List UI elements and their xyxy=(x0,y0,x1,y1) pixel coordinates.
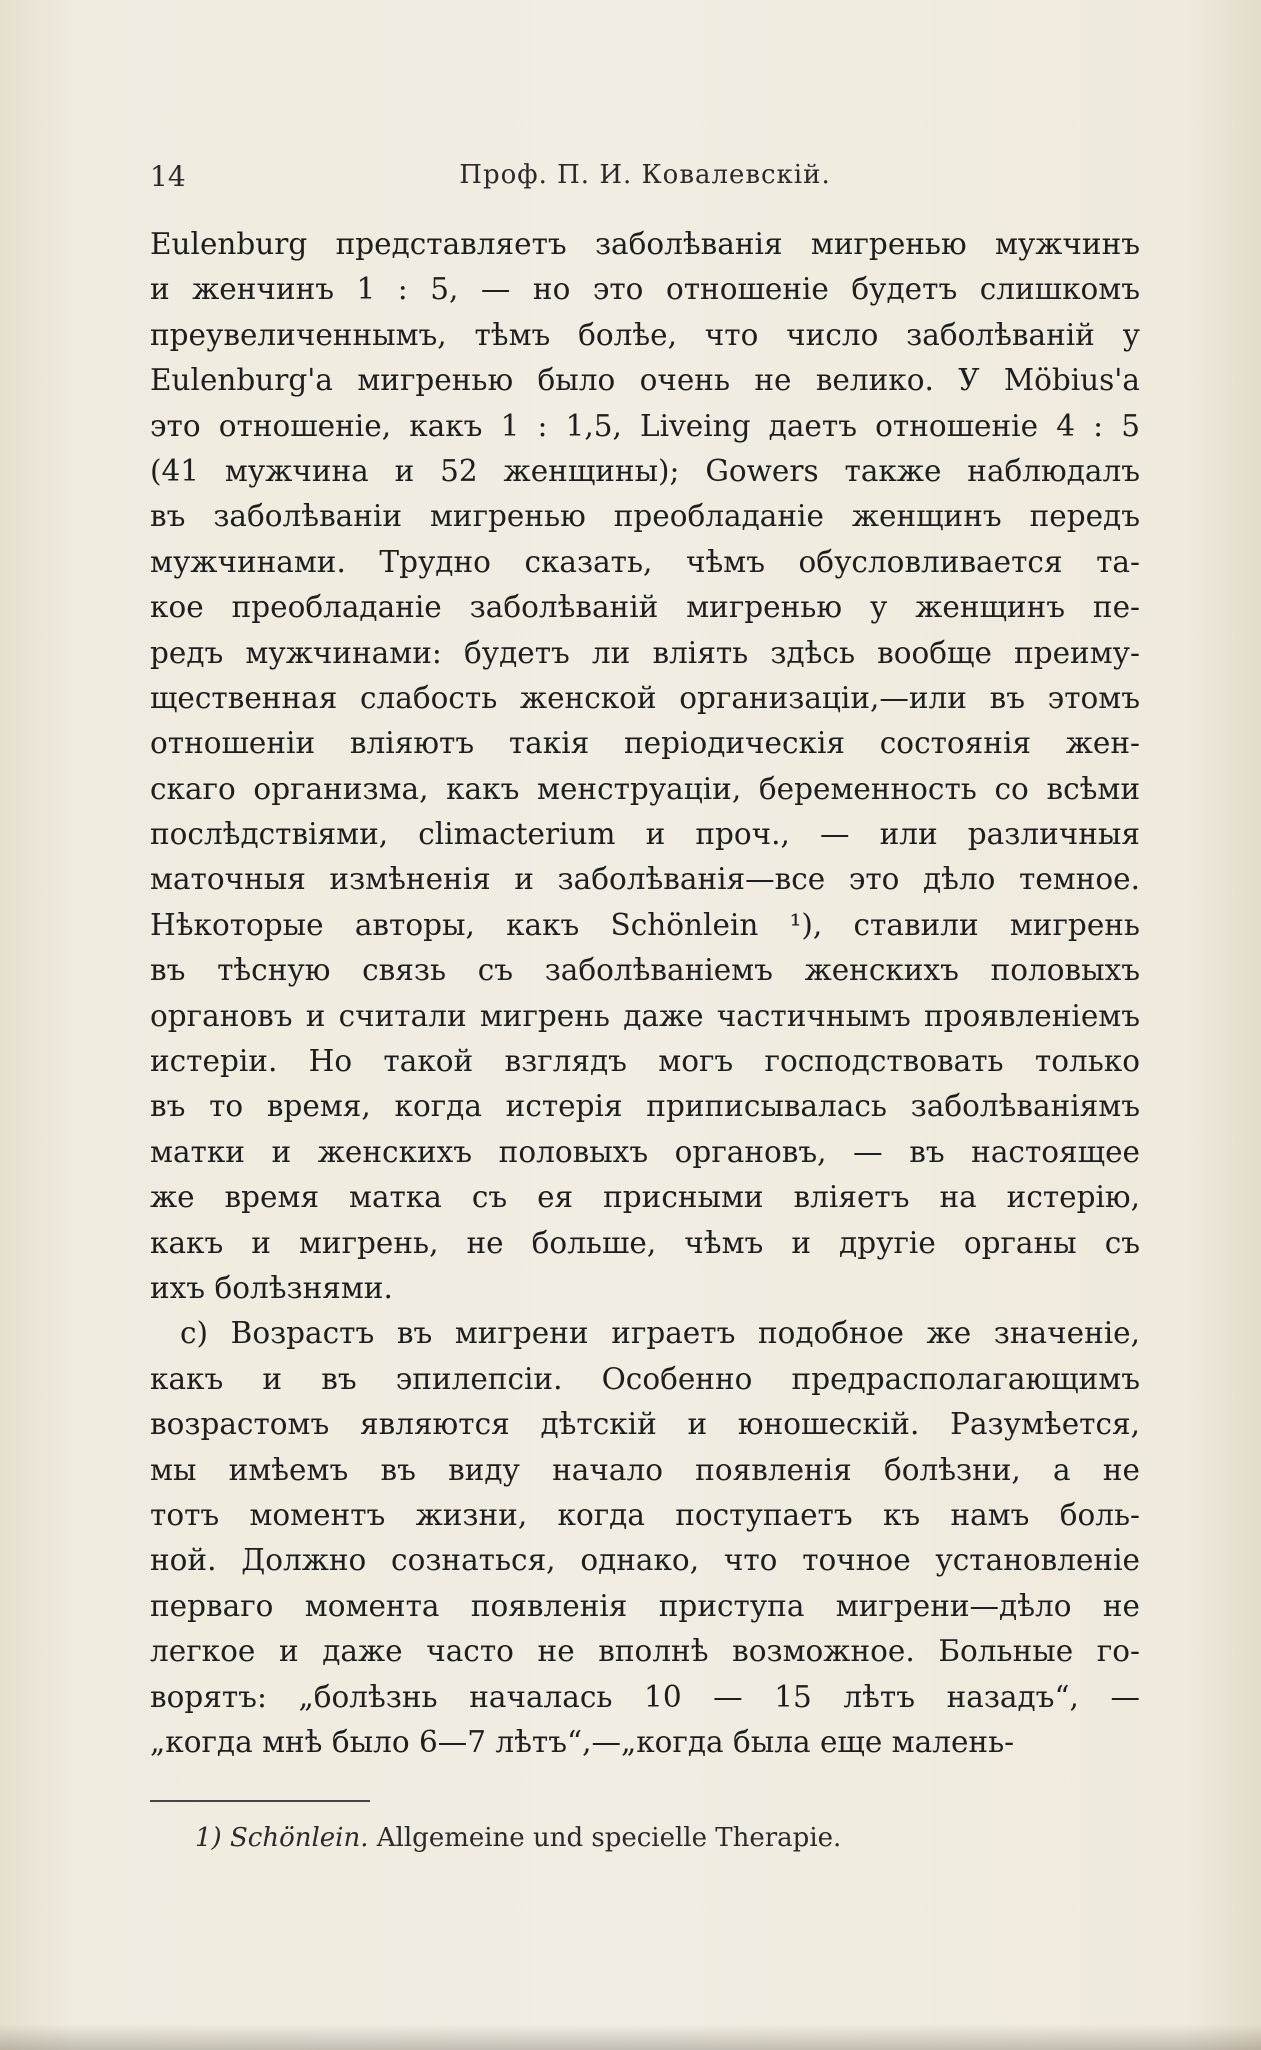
text-line: какъ и въ эпилепсіи. Особенно предрасполагающимъ xyxy=(150,1361,1140,1396)
text-line: возрастомъ являются дѣтскій и юношескій. Разумѣется, xyxy=(150,1407,1140,1442)
footnote-mark: 1) xyxy=(195,1823,222,1853)
body-text xyxy=(150,222,1140,1765)
text-line: легкое и даже часто не вполнѣ возможное. Больные го- xyxy=(150,1634,1140,1669)
footnote-title: Allgemeine und specielle Therapie. xyxy=(376,1823,842,1853)
page-header xyxy=(150,160,1140,200)
text-line: это отношеніе, какъ 1 : 1,5, Liveing даетъ отношеніе 4 : 5 xyxy=(150,408,1140,443)
text-line: перваго момента появленія приступа мигрени—дѣло не xyxy=(150,1588,1140,1623)
text-line: кое преобладаніе заболѣваній мигренью у женщинъ пе- xyxy=(150,590,1140,625)
page-number: 14 xyxy=(150,160,186,193)
text-line: (41 мужчина и 52 женщины); Gowers также наблюдалъ xyxy=(150,453,1140,488)
text-line: „когда мнѣ было 6—7 лѣтъ“,—„когда была еще малень- xyxy=(150,1724,1015,1759)
text-line: какъ и мигрень, не больше, чѣмъ и другіе органы съ xyxy=(150,1225,1140,1260)
text-line: истеріи. Но такой взглядъ могъ господствовать только xyxy=(150,1044,1140,1079)
text-line: редъ мужчинами: будетъ ли вліять здѣсь вообще преиму- xyxy=(150,635,1140,670)
text-line: органовъ и считали мигрень даже частичнымъ проявленіемъ xyxy=(150,998,1140,1033)
text-line: мы имѣемъ въ виду начало появленія болѣзни, а не xyxy=(150,1452,1140,1487)
text-line: въ тѣсную связь съ заболѣваніемъ женскихъ половыхъ xyxy=(150,953,1140,988)
text-line: ной. Должно сознаться, однако, что точное установленіе xyxy=(150,1543,1140,1578)
text-line: въ то время, когда истерія приписывалась заболѣваніямъ xyxy=(150,1089,1140,1124)
text-line: щественная слабость женской организаціи,—или въ этомъ xyxy=(150,680,1140,715)
text-line: преувеличеннымъ, тѣмъ болѣе, что число заболѣваній у xyxy=(150,317,1140,352)
text-line: Нѣкоторые авторы, какъ Schönlein ¹), ставили мигрень xyxy=(150,907,1140,942)
text-line: матки и женскихъ половыхъ органовъ, — въ настоящее xyxy=(150,1134,1140,1169)
footnote-rule xyxy=(150,1800,370,1802)
text-line: Eulenburg представляетъ заболѣванія мигренью мужчинъ xyxy=(150,227,1140,261)
text-line: ихъ болѣзнями. xyxy=(150,1270,393,1305)
footnote-author: Schönlein. xyxy=(229,1823,369,1853)
text-line: тотъ моментъ жизни, когда поступаетъ къ намъ боль- xyxy=(150,1497,1140,1532)
text-line: маточныя измѣненія и заболѣванія—все это дѣло темное. xyxy=(150,862,1140,897)
text-line: же время матка съ ея присными вліяетъ на истерію, xyxy=(150,1180,1140,1215)
scan-edge-shadow xyxy=(0,2024,1261,2050)
footnote xyxy=(195,1823,841,1853)
text-line: и женчинъ 1 : 5, — но это отношеніе будетъ слишкомъ xyxy=(150,272,1140,307)
text-line: с) Возрастъ въ мигрени играетъ подобное же значеніе, xyxy=(180,1316,1140,1351)
text-line: Eulenburg'а мигренью было очень не велико. У Möbius'а xyxy=(150,363,1140,398)
text-line: мужчинами. Трудно сказать, чѣмъ обусловливается та- xyxy=(150,544,1140,579)
running-head: Проф. П. И. Ковалевскій. xyxy=(459,160,831,190)
text-line: въ заболѣваніи мигренью преобладаніе женщинъ передъ xyxy=(150,499,1140,534)
text-line: ворятъ: „болѣзнь началась 10 — 15 лѣтъ назадъ“, — xyxy=(150,1679,1140,1714)
text-line: скаго организма, какъ менструаціи, беременность со всѣми xyxy=(150,771,1140,806)
text-line: послѣдствіями, climacterium и проч., — или различныя xyxy=(150,817,1140,852)
text-line: отношеніи вліяютъ такія періодическія состоянія жен- xyxy=(150,726,1140,761)
